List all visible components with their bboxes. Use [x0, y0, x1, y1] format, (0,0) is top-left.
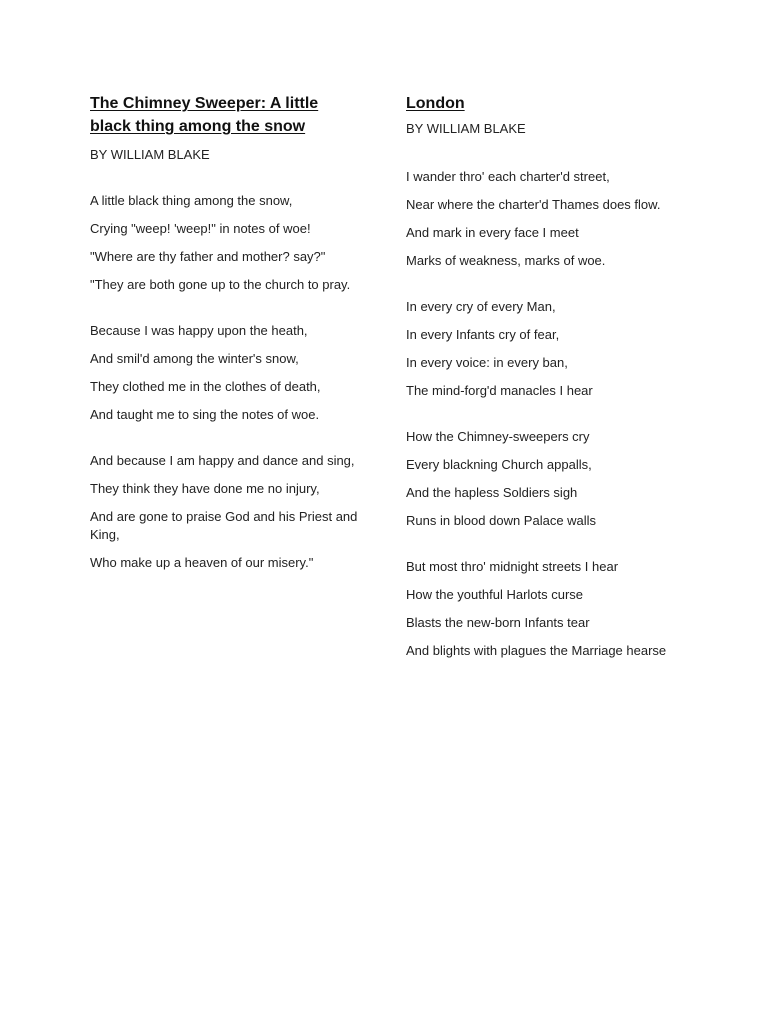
- poem-line: And smil'd among the winter's snow,: [90, 351, 299, 366]
- poem-line: I wander thro' each charter'd street,: [406, 169, 610, 184]
- stanza: [406, 298, 686, 400]
- poem-chimney-sweeper: [90, 92, 358, 600]
- poem-line: Because I was happy upon the heath,: [90, 323, 308, 338]
- poem-line: "Where are thy father and mother? say?": [90, 249, 326, 264]
- poem-line: And because I am happy and dance and sing,: [90, 453, 355, 468]
- poem-line: Who make up a heaven of our misery.": [90, 555, 314, 570]
- poem-title: The Chimney Sweeper: A little black thing among the snow: [90, 95, 319, 135]
- poem-line: And mark in every face I meet: [406, 225, 579, 240]
- stanza: [406, 168, 686, 270]
- poem-line: And taught me to sing the notes of woe.: [90, 407, 320, 422]
- stanza: [90, 322, 358, 424]
- poem-title: London: [406, 95, 465, 112]
- stanza: [90, 452, 358, 572]
- poem-line: How the Chimney-sweepers cry: [406, 429, 590, 444]
- poem-line: Crying "weep! 'weep!" in notes of woe!: [90, 221, 311, 236]
- poem-line: The mind-forg'd manacles I hear: [406, 383, 593, 398]
- poem-london: [406, 92, 686, 688]
- poem-line: And blights with plagues the Marriage hearse: [406, 643, 667, 658]
- stanza: [406, 558, 686, 660]
- stanza: [406, 428, 686, 530]
- poem-line: In every voice: in every ban,: [406, 355, 568, 370]
- poem-line: How the youthful Harlots curse: [406, 587, 584, 602]
- poem-byline: BY WILLIAM BLAKE: [90, 147, 210, 162]
- poem-line: But most thro' midnight streets I hear: [406, 559, 619, 574]
- poem-line: They clothed me in the clothes of death,: [90, 379, 321, 394]
- poem-line: They think they have done me no injury,: [90, 481, 320, 496]
- poem-line: Runs in blood down Palace walls: [406, 513, 597, 528]
- poem-line: Near where the charter'd Thames does flow.: [406, 197, 661, 212]
- poem-line: Every blackning Church appalls,: [406, 457, 592, 472]
- poem-line: Blasts the new-born Infants tear: [406, 615, 590, 630]
- poem-line: Marks of weakness, marks of woe.: [406, 253, 606, 268]
- poem-line: In every cry of every Man,: [406, 299, 556, 314]
- poem-line: And are gone to praise God and his Priest and King,: [90, 509, 358, 542]
- stanza: [90, 192, 358, 294]
- poem-line: A little black thing among the snow,: [90, 193, 293, 208]
- poem-line: In every Infants cry of fear,: [406, 327, 560, 342]
- poem-line: And the hapless Soldiers sigh: [406, 485, 578, 500]
- poem-line: "They are both gone up to the church to pray.: [90, 277, 351, 292]
- poem-byline: BY WILLIAM BLAKE: [406, 121, 526, 136]
